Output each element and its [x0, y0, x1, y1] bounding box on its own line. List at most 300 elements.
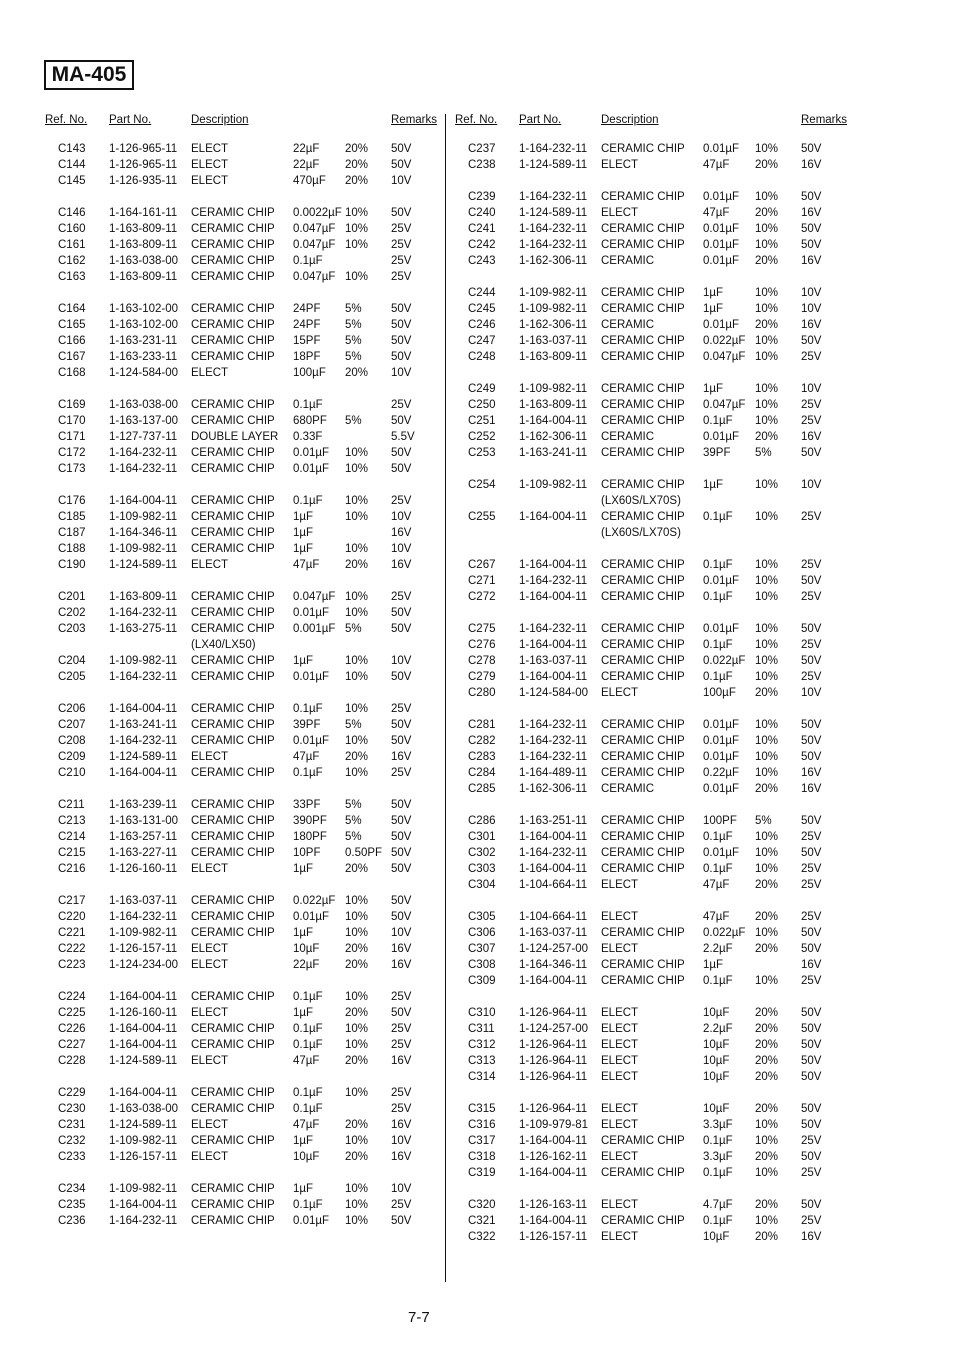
table-row	[45, 1101, 445, 1117]
cell-ref-no: C166	[58, 335, 86, 347]
cell-value: 47µF	[293, 559, 320, 571]
cell-voltage: 10V	[391, 1135, 412, 1147]
cell-ref-no: C240	[468, 207, 496, 219]
cell-ref-no: C205	[58, 671, 86, 683]
cell-part-no: 1-164-004-11	[519, 591, 588, 603]
table-row	[45, 445, 445, 461]
cell-voltage: 50V	[391, 415, 412, 427]
cell-value: 0.01µF	[293, 671, 330, 683]
cell-part-no: 1-163-809-11	[109, 591, 178, 603]
cell-voltage: 50V	[391, 463, 412, 475]
parts-group	[45, 797, 445, 877]
cell-description: CERAMIC CHIP	[601, 559, 685, 571]
table-row	[455, 333, 855, 349]
cell-tolerance: 20%	[345, 959, 369, 971]
cell-value: 10PF	[293, 847, 321, 859]
cell-description: CERAMIC CHIP	[601, 575, 685, 587]
table-row	[455, 221, 855, 237]
cell-voltage: 25V	[391, 255, 412, 267]
cell-ref-no: C271	[468, 575, 496, 587]
cell-ref-no: C248	[468, 351, 496, 363]
cell-description: CERAMIC CHIP	[191, 399, 275, 411]
cell-description: ELECT	[601, 687, 639, 699]
parts-group	[455, 1005, 855, 1085]
cell-tolerance: 5%	[755, 815, 772, 827]
cell-voltage: 50V	[391, 1215, 412, 1227]
column-header	[45, 112, 445, 128]
cell-tolerance: 10%	[755, 303, 779, 315]
cell-value: 0.1µF	[703, 559, 733, 571]
cell-description: CERAMIC CHIP	[191, 1087, 275, 1099]
cell-part-no: 1-163-227-11	[109, 847, 178, 859]
cell-description: ELECT	[601, 1023, 639, 1035]
cell-value: 0.001µF	[293, 623, 336, 635]
cell-tolerance: 10%	[755, 1167, 779, 1179]
cell-part-no: 1-163-102-00	[109, 319, 179, 331]
table-row	[45, 621, 445, 637]
table-row	[45, 845, 445, 861]
cell-value: 47µF	[293, 1119, 320, 1131]
cell-value: 39PF	[293, 719, 321, 731]
cell-value: 10µF	[703, 1055, 730, 1067]
cell-value: 1µF	[293, 863, 314, 875]
cell-ref-no: C233	[58, 1151, 86, 1163]
cell-description: CERAMIC CHIP	[191, 303, 275, 315]
cell-ref-no: C241	[468, 223, 496, 235]
cell-part-no: 1-164-161-11	[109, 207, 178, 219]
cell-value: 10µF	[703, 1007, 730, 1019]
cell-voltage: 50V	[391, 1007, 412, 1019]
cell-ref-no: C313	[468, 1055, 496, 1067]
table-row	[45, 733, 445, 749]
cell-ref-no: C145	[58, 175, 86, 187]
cell-description: CERAMIC CHIP	[601, 303, 685, 315]
cell-part-no: 1-163-809-11	[519, 399, 588, 411]
cell-voltage: 10V	[391, 367, 412, 379]
cell-description: ELECT	[191, 863, 229, 875]
cell-value: 1µF	[293, 1183, 314, 1195]
cell-voltage: 25V	[801, 831, 822, 843]
cell-ref-no: C317	[468, 1135, 496, 1147]
cell-description: CERAMIC CHIP	[601, 447, 685, 459]
cell-part-no: 1-163-038-00	[109, 1103, 179, 1115]
table-row	[45, 1117, 445, 1133]
cell-voltage: 16V	[801, 767, 822, 779]
cell-ref-no: C201	[58, 591, 86, 603]
cell-ref-no: C281	[468, 719, 496, 731]
cell-voltage: 25V	[801, 351, 822, 363]
cell-value: 1µF	[293, 655, 314, 667]
cell-part-no: 1-162-306-11	[519, 431, 588, 443]
cell-ref-no: C275	[468, 623, 496, 635]
cell-ref-no: C187	[58, 527, 86, 539]
parts-group	[45, 301, 445, 381]
cell-part-no: 1-164-232-11	[109, 671, 178, 683]
cell-part-no: 1-164-232-11	[519, 735, 588, 747]
table-row	[45, 349, 445, 365]
cell-part-no: 1-126-964-11	[519, 1055, 588, 1067]
cell-description: CERAMIC CHIP	[191, 1023, 275, 1035]
cell-part-no: 1-124-589-11	[109, 1055, 178, 1067]
header-remarks: Remarks	[391, 114, 438, 126]
cell-description: CERAMIC CHIP	[601, 1215, 685, 1227]
cell-voltage: 50V	[801, 143, 822, 155]
cell-ref-no: C165	[58, 319, 86, 331]
cell-voltage: 16V	[801, 959, 822, 971]
cell-part-no: 1-164-232-11	[109, 447, 178, 459]
cell-tolerance: 20%	[345, 1119, 369, 1131]
model-note-row	[45, 637, 445, 653]
cell-ref-no: C253	[468, 447, 496, 459]
table-row	[455, 1053, 855, 1069]
table-row	[45, 301, 445, 317]
cell-tolerance: 20%	[755, 1199, 779, 1211]
table-row	[455, 1149, 855, 1165]
cell-ref-no: C172	[58, 447, 86, 459]
table-row	[455, 717, 855, 733]
cell-voltage: 50V	[391, 719, 412, 731]
cell-voltage: 50V	[801, 1151, 822, 1163]
parts-group	[455, 285, 855, 365]
cell-ref-no: C312	[468, 1039, 496, 1051]
cell-tolerance: 10%	[755, 975, 779, 987]
cell-tolerance: 10%	[755, 559, 779, 571]
cell-description: CERAMIC CHIP	[191, 239, 275, 251]
table-row	[45, 909, 445, 925]
cell-voltage: 25V	[801, 559, 822, 571]
table-row	[45, 461, 445, 477]
cell-part-no: 1-124-589-11	[519, 159, 588, 171]
table-row	[45, 829, 445, 845]
cell-tolerance: 5%	[345, 799, 362, 811]
table-row	[45, 861, 445, 877]
table-row	[45, 141, 445, 157]
cell-ref-no: C301	[468, 831, 496, 843]
cell-voltage: 50V	[801, 655, 822, 667]
cell-voltage: 16V	[801, 1231, 822, 1243]
cell-part-no: 1-163-037-11	[519, 655, 588, 667]
cell-tolerance: 5%	[345, 623, 362, 635]
cell-description: CERAMIC CHIP	[601, 223, 685, 235]
table-row	[455, 397, 855, 413]
cell-ref-no: C215	[58, 847, 86, 859]
cell-ref-no: C243	[468, 255, 496, 267]
cell-ref-no: C239	[468, 191, 496, 203]
cell-voltage: 50V	[391, 607, 412, 619]
cell-ref-no: C235	[58, 1199, 86, 1211]
cell-value: 0.01µF	[703, 223, 740, 235]
cell-value: 0.0022µF	[293, 207, 342, 219]
cell-tolerance: 10%	[755, 719, 779, 731]
cell-value: 0.1µF	[293, 1199, 323, 1211]
cell-part-no: 1-124-584-00	[109, 367, 179, 379]
cell-value: 15PF	[293, 335, 321, 347]
table-row	[455, 509, 855, 525]
cell-description: CERAMIC CHIP	[191, 463, 275, 475]
table-row	[45, 557, 445, 573]
cell-value: 0.01µF	[703, 719, 740, 731]
table-row	[455, 909, 855, 925]
cell-ref-no: C234	[58, 1183, 86, 1195]
cell-tolerance: 10%	[345, 511, 369, 523]
cell-description: ELECT	[601, 911, 639, 923]
cell-value: 0.1µF	[293, 991, 323, 1003]
cell-value: 100µF	[293, 367, 326, 379]
table-row	[455, 349, 855, 365]
cell-value: 3.3µF	[703, 1151, 733, 1163]
cell-voltage: 25V	[801, 639, 822, 651]
cell-part-no: 1-109-982-11	[109, 543, 178, 555]
cell-voltage: 10V	[391, 175, 412, 187]
cell-voltage: 25V	[801, 1135, 822, 1147]
cell-description: CERAMIC CHIP	[601, 975, 685, 987]
cell-voltage: 10V	[391, 511, 412, 523]
table-row	[455, 557, 855, 573]
cell-value: 18PF	[293, 351, 321, 363]
cell-tolerance: 10%	[755, 591, 779, 603]
parts-group	[455, 141, 855, 173]
cell-voltage: 50V	[801, 623, 822, 635]
parts-group	[45, 205, 445, 285]
table-row	[45, 989, 445, 1005]
cell-voltage: 50V	[391, 447, 412, 459]
cell-tolerance: 10%	[755, 639, 779, 651]
table-row	[455, 413, 855, 429]
column-divider	[445, 114, 446, 1282]
cell-description: ELECT	[601, 1055, 639, 1067]
header-description: Description	[601, 114, 659, 126]
cell-value: 0.01µF	[293, 1215, 330, 1227]
cell-tolerance: 20%	[755, 159, 779, 171]
cell-ref-no: C237	[468, 143, 496, 155]
cell-tolerance: 5%	[345, 831, 362, 843]
cell-part-no: 1-164-232-11	[519, 239, 588, 251]
cell-ref-no: C163	[58, 271, 86, 283]
parts-group	[455, 477, 855, 541]
cell-value: 0.047µF	[293, 239, 336, 251]
cell-description: ELECT	[191, 175, 229, 187]
cell-value: 2.2µF	[703, 1023, 733, 1035]
cell-part-no: 1-164-232-11	[519, 223, 588, 235]
cell-tolerance: 20%	[755, 1151, 779, 1163]
cell-part-no: 1-109-982-11	[109, 655, 178, 667]
cell-voltage: 16V	[391, 959, 412, 971]
cell-description: CERAMIC CHIP	[191, 623, 275, 635]
cell-voltage: 50V	[391, 831, 412, 843]
table-row	[45, 765, 445, 781]
cell-description: CERAMIC CHIP	[191, 895, 275, 907]
cell-tolerance: 20%	[345, 863, 369, 875]
cell-tolerance: 10%	[345, 767, 369, 779]
cell-value: 0.022µF	[703, 927, 746, 939]
parts-group	[455, 1197, 855, 1245]
cell-voltage: 50V	[391, 303, 412, 315]
cell-ref-no: C246	[468, 319, 496, 331]
header-description: Description	[191, 114, 249, 126]
cell-tolerance: 20%	[755, 1007, 779, 1019]
cell-description: ELECT	[601, 943, 639, 955]
table-row	[45, 541, 445, 557]
cell-voltage: 50V	[801, 1103, 822, 1115]
cell-tolerance: 20%	[345, 1151, 369, 1163]
cell-ref-no: C278	[468, 655, 496, 667]
table-row	[45, 365, 445, 381]
cell-voltage: 25V	[391, 223, 412, 235]
cell-voltage: 25V	[391, 1023, 412, 1035]
cell-voltage: 10V	[801, 383, 822, 395]
cell-part-no: 1-126-964-11	[519, 1007, 588, 1019]
cell-description: CERAMIC CHIP	[191, 271, 275, 283]
cell-ref-no: C204	[58, 655, 86, 667]
table-row	[455, 861, 855, 877]
cell-value: 1µF	[703, 959, 724, 971]
cell-value: 0.01µF	[703, 191, 740, 203]
cell-ref-no: C249	[468, 383, 496, 395]
table-row	[455, 829, 855, 845]
cell-tolerance: 10%	[345, 591, 369, 603]
cell-tolerance: 10%	[755, 1135, 779, 1147]
cell-value: 0.1µF	[293, 255, 323, 267]
cell-tolerance: 20%	[755, 1231, 779, 1243]
cell-description: CERAMIC	[601, 431, 655, 443]
cell-voltage: 16V	[391, 1119, 412, 1131]
cell-part-no: 1-163-037-11	[519, 335, 588, 347]
cell-description: CERAMIC CHIP	[191, 1103, 275, 1115]
cell-description: CERAMIC CHIP	[601, 479, 685, 491]
cell-ref-no: C255	[468, 511, 496, 523]
cell-value: 1µF	[293, 1135, 314, 1147]
cell-ref-no: C202	[58, 607, 86, 619]
cell-voltage: 25V	[801, 511, 822, 523]
model-note-row	[455, 493, 855, 509]
cell-value: 390PF	[293, 815, 327, 827]
cell-part-no: 1-124-257-00	[519, 943, 589, 955]
cell-ref-no: C223	[58, 959, 86, 971]
cell-description: CERAMIC CHIP	[191, 719, 275, 731]
table-row	[455, 1101, 855, 1117]
cell-tolerance: 10%	[345, 911, 369, 923]
parts-group	[45, 989, 445, 1069]
cell-part-no: 1-164-232-11	[109, 463, 178, 475]
cell-part-no: 1-109-982-11	[109, 1135, 178, 1147]
parts-group	[45, 893, 445, 973]
table-row	[45, 253, 445, 269]
table-row	[45, 1197, 445, 1213]
cell-value: 680PF	[293, 415, 327, 427]
cell-part-no: 1-126-157-11	[109, 943, 178, 955]
cell-voltage: 16V	[801, 207, 822, 219]
cell-tolerance: 10%	[755, 671, 779, 683]
parts-group	[455, 621, 855, 701]
cell-voltage: 25V	[801, 879, 822, 891]
cell-value: 0.01µF	[293, 735, 330, 747]
cell-part-no: 1-164-232-11	[109, 1215, 178, 1227]
cell-ref-no: C242	[468, 239, 496, 251]
cell-value: 0.1µF	[703, 831, 733, 843]
cell-value: 0.1µF	[293, 767, 323, 779]
cell-tolerance: 10%	[755, 399, 779, 411]
cell-voltage: 16V	[391, 1151, 412, 1163]
cell-ref-no: C321	[468, 1215, 496, 1227]
cell-value: 0.1µF	[293, 1039, 323, 1051]
cell-voltage: 16V	[391, 943, 412, 955]
cell-part-no: 1-109-982-11	[109, 1183, 178, 1195]
parts-group	[455, 189, 855, 269]
table-row	[455, 1005, 855, 1021]
cell-value: 0.1µF	[293, 1087, 323, 1099]
cell-value: 39PF	[703, 447, 731, 459]
cell-description: ELECT	[191, 943, 229, 955]
cell-ref-no: C311	[468, 1023, 495, 1035]
cell-voltage: 25V	[391, 399, 412, 411]
cell-part-no: 1-109-982-11	[519, 479, 588, 491]
table-row	[45, 1037, 445, 1053]
cell-voltage: 10V	[801, 687, 822, 699]
cell-tolerance: 10%	[345, 223, 369, 235]
cell-part-no: 1-164-004-11	[109, 1039, 178, 1051]
table-row	[45, 1213, 445, 1229]
cell-ref-no: C161	[58, 239, 86, 251]
table-row	[455, 1037, 855, 1053]
cell-ref-no: C267	[468, 559, 496, 571]
table-row	[455, 813, 855, 829]
cell-description: CERAMIC CHIP	[191, 511, 275, 523]
cell-tolerance: 10%	[755, 863, 779, 875]
cell-voltage: 25V	[391, 591, 412, 603]
cell-ref-no: C167	[58, 351, 86, 363]
cell-ref-no: C305	[468, 911, 496, 923]
cell-part-no: 1-164-004-11	[109, 991, 178, 1003]
cell-voltage: 50V	[801, 735, 822, 747]
cell-ref-no: C245	[468, 303, 496, 315]
cell-tolerance: 20%	[755, 431, 779, 443]
parts-group	[455, 381, 855, 461]
cell-part-no: 1-163-102-00	[109, 303, 179, 315]
table-row	[45, 525, 445, 541]
table-row	[455, 589, 855, 605]
cell-part-no: 1-126-163-11	[519, 1199, 588, 1211]
cell-description: CERAMIC CHIP	[601, 591, 685, 603]
cell-description: CERAMIC CHIP	[191, 495, 275, 507]
table-row	[45, 397, 445, 413]
cell-part-no: 1-164-004-11	[519, 1215, 588, 1227]
cell-model-note: (LX60S/LX70S)	[601, 495, 681, 507]
cell-description: ELECT	[191, 1007, 229, 1019]
table-row	[455, 1165, 855, 1181]
cell-ref-no: C314	[468, 1071, 496, 1083]
cell-ref-no: C216	[58, 863, 86, 875]
cell-ref-no: C304	[468, 879, 496, 891]
cell-ref-no: C231	[58, 1119, 86, 1131]
table-row	[45, 669, 445, 685]
cell-value: 0.33F	[293, 431, 323, 443]
cell-value: 2.2µF	[703, 943, 733, 955]
cell-voltage: 25V	[801, 1215, 822, 1227]
cell-voltage: 25V	[391, 1103, 412, 1115]
table-row	[45, 1149, 445, 1165]
cell-tolerance: 20%	[755, 1023, 779, 1035]
cell-description: DOUBLE LAYER	[191, 431, 279, 443]
cell-value: 47µF	[293, 751, 320, 763]
cell-description: CERAMIC CHIP	[191, 1039, 275, 1051]
cell-tolerance: 20%	[755, 943, 779, 955]
cell-tolerance: 10%	[755, 415, 779, 427]
parts-group	[45, 589, 445, 685]
cell-tolerance: 10%	[345, 447, 369, 459]
cell-value: 0.047µF	[293, 223, 336, 235]
cell-voltage: 25V	[391, 1199, 412, 1211]
cell-description: CERAMIC CHIP	[191, 831, 275, 843]
